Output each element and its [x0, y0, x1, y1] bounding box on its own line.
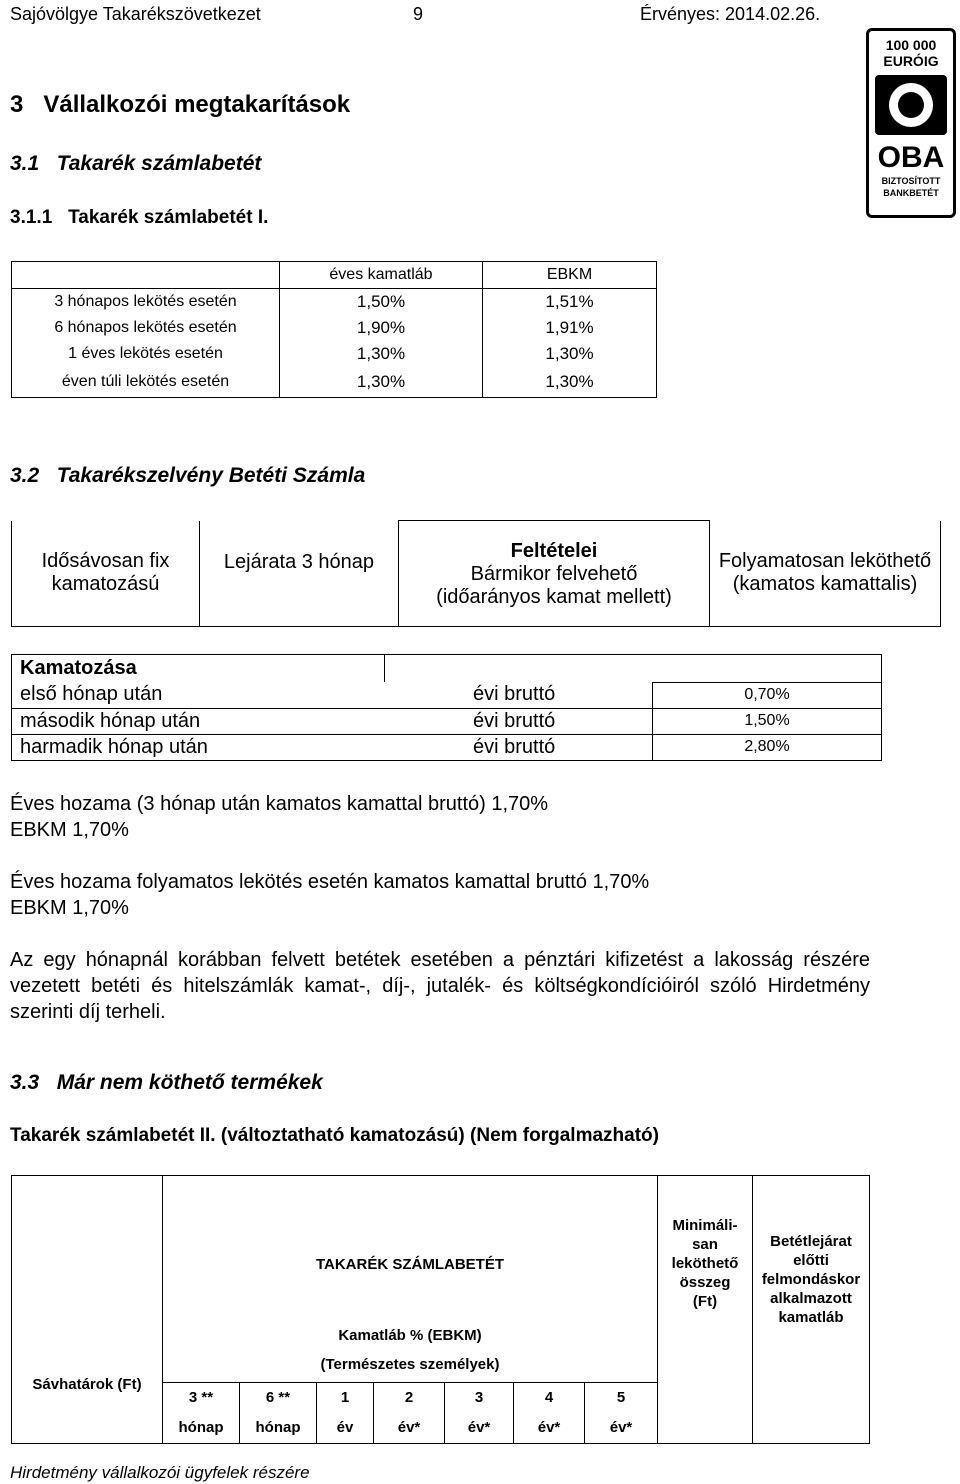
bands-header: Sávhatárok (Ft): [12, 1176, 163, 1444]
period-cell: [163, 1383, 240, 1444]
early-withdrawal-paragraph: Az egy hónapnál korábban felvett betétek esetében a pénztári kifizetést a lakosság részére vezetett betéti és hitelszámlák kamat-, díj-, jutalék- és költségkondícióiról szóló Hirdetmény szerinti díj terheli.: [10, 949, 870, 1023]
rate-cell: 1,30%: [280, 341, 483, 367]
rate-value: 1,50%: [653, 708, 882, 734]
ebkm-cell: 1,30%: [483, 341, 657, 367]
period-number: 5: [616, 1389, 626, 1406]
persons-subtitle: (Természetes személyek): [320, 1356, 500, 1373]
rate-value: 2,80%: [653, 734, 882, 760]
period-cell: [240, 1383, 317, 1444]
period-row: [12, 734, 653, 760]
rate-value: 0,70%: [653, 682, 882, 708]
rate-type-cell: Idősávosan fix kamatozású: [12, 521, 200, 627]
annual-yield-line: Éves hozama (3 hónap után kamatos kamattal bruttó) 1,70%: [10, 793, 549, 815]
annual-yield-paragraph: [10, 791, 548, 843]
logo-amount: 100 000: [885, 37, 937, 53]
row-label: 6 hónapos lekötés esetén: [12, 315, 280, 341]
row-label: 1 éves lekötés esetén: [12, 341, 280, 367]
gross-label: évi bruttó: [473, 735, 556, 758]
continuous-cell: Folyamatosan leköthető (kamatos kamattalis): [710, 521, 941, 627]
logo-deposit: BANKBETÉT: [883, 188, 939, 198]
minimum-amount-header: Minimáli- san leköthető összeg (Ft): [658, 1176, 753, 1444]
table-row: [12, 289, 657, 316]
table-header-row: [12, 1176, 870, 1383]
section-3-title: 3 Vállalkozói megtakarítások: [10, 91, 351, 118]
table-row: [12, 708, 882, 734]
continuous-yield-line: Éves hozama folyamatos lekötés esetén kamatos kamattal bruttó 1,70%: [10, 871, 650, 893]
table-row: [12, 367, 657, 398]
table-row: [12, 341, 657, 367]
row-label: 3 hónapos lekötés esetén: [12, 289, 280, 316]
legacy-product-title: Takarék számlabetét II. (változtatható kamatozású) (Nem forgalmazható): [10, 1125, 659, 1146]
period-label: második hónap után: [20, 709, 201, 732]
period-unit: hónap: [255, 1419, 301, 1436]
header-cell: EBKM: [483, 262, 657, 289]
continuous-yield-paragraph: [10, 869, 649, 921]
conditions-cell: [399, 521, 710, 627]
header-page-number: 9: [413, 4, 424, 24]
period-cell: [514, 1383, 585, 1444]
coupon-account-table: [11, 520, 941, 627]
rate-subtitle: Kamatláb % (EBKM): [338, 1327, 482, 1344]
ebkm-cell: 1,51%: [483, 289, 657, 316]
conditions-title: Feltételei: [510, 539, 598, 562]
period-unit: év*: [467, 1419, 491, 1436]
period-unit: év*: [609, 1419, 633, 1436]
maturity-cell: Lejárata 3 hónap: [200, 521, 399, 627]
table-header-row: [12, 262, 657, 289]
conditions-text: Bármikor felvehető (időarányos kamat mellett): [436, 562, 672, 608]
header-cell: [12, 262, 280, 289]
rate-cell: 1,90%: [280, 315, 483, 341]
oba-logo: [866, 28, 956, 218]
period-unit: hónap: [178, 1419, 224, 1436]
period-number: 3 **: [188, 1389, 214, 1406]
period-cell: [374, 1383, 445, 1444]
rate-cell: 1,30%: [280, 367, 483, 398]
ebkm-cell: 1,30%: [483, 367, 657, 398]
header-valid-date: Érvényes: 2014.02.26.: [640, 4, 821, 24]
ebkm-cell: 1,91%: [483, 315, 657, 341]
deposit-header: [163, 1176, 658, 1383]
period-cell: [585, 1383, 658, 1444]
gross-label: évi bruttó: [473, 709, 556, 732]
gross-label: évi bruttó: [473, 683, 556, 706]
deposit-title: TAKARÉK SZÁMLABETÉT: [315, 1256, 505, 1273]
period-number: 6 **: [265, 1389, 291, 1406]
period-number: 4: [544, 1389, 554, 1406]
period-number: 2: [404, 1389, 414, 1406]
table-row: [12, 521, 941, 627]
logo-currency: EURÓIG: [883, 53, 939, 69]
period-number: 1: [340, 1389, 350, 1406]
header-cell: éves kamatláb: [280, 262, 483, 289]
period-row: [12, 682, 653, 708]
table-row: [12, 734, 882, 760]
footer-note: Hirdetmény vállalkozói ügyfelek részére: [10, 1463, 310, 1482]
period-cell: [445, 1383, 514, 1444]
period-label: harmadik hónap után: [20, 735, 208, 758]
period-number: 3: [474, 1389, 484, 1406]
period-row: [12, 708, 653, 734]
period-unit: év*: [537, 1419, 561, 1436]
table-title-row: [12, 655, 882, 683]
interest-title: Kamatozása: [12, 655, 385, 683]
section-3-1-1-title: 3.1.1 Takarék számlabetét I.: [10, 207, 269, 228]
period-label: első hónap után: [20, 683, 163, 706]
period-cell: [317, 1383, 374, 1444]
period-unit: év*: [397, 1419, 421, 1436]
logo-emblem-icon: [869, 73, 953, 137]
section-3-3-title: 3.3 Már nem köthető termékek: [10, 1071, 323, 1094]
rate-cell: 1,50%: [280, 289, 483, 316]
logo-oba: OBA: [877, 141, 945, 174]
legacy-deposit-table: [11, 1175, 870, 1444]
table-row: [12, 682, 882, 708]
logo-insured: BIZTOSÍTOTT: [881, 176, 941, 186]
ebkm-line: EBKM 1,70%: [10, 819, 129, 841]
header-institution: Sajóvölgye Takarékszövetkezet: [10, 4, 261, 24]
section-3-1-title: 3.1 Takarék számlabetét: [10, 152, 262, 175]
table-row: [12, 315, 657, 341]
early-termination-header: Betétlejárat előtti felmondáskor alkalmazott kamatláb: [753, 1176, 870, 1444]
row-label: éven túli lekötés esetén: [12, 367, 280, 398]
section-3-2-title: 3.2 Takarékszelvény Betéti Számla: [10, 464, 366, 487]
savings-rate-table: [11, 261, 657, 398]
period-unit: év: [336, 1419, 354, 1436]
interest-schedule-table: [11, 654, 882, 761]
ebkm-line: EBKM 1,70%: [10, 897, 129, 919]
